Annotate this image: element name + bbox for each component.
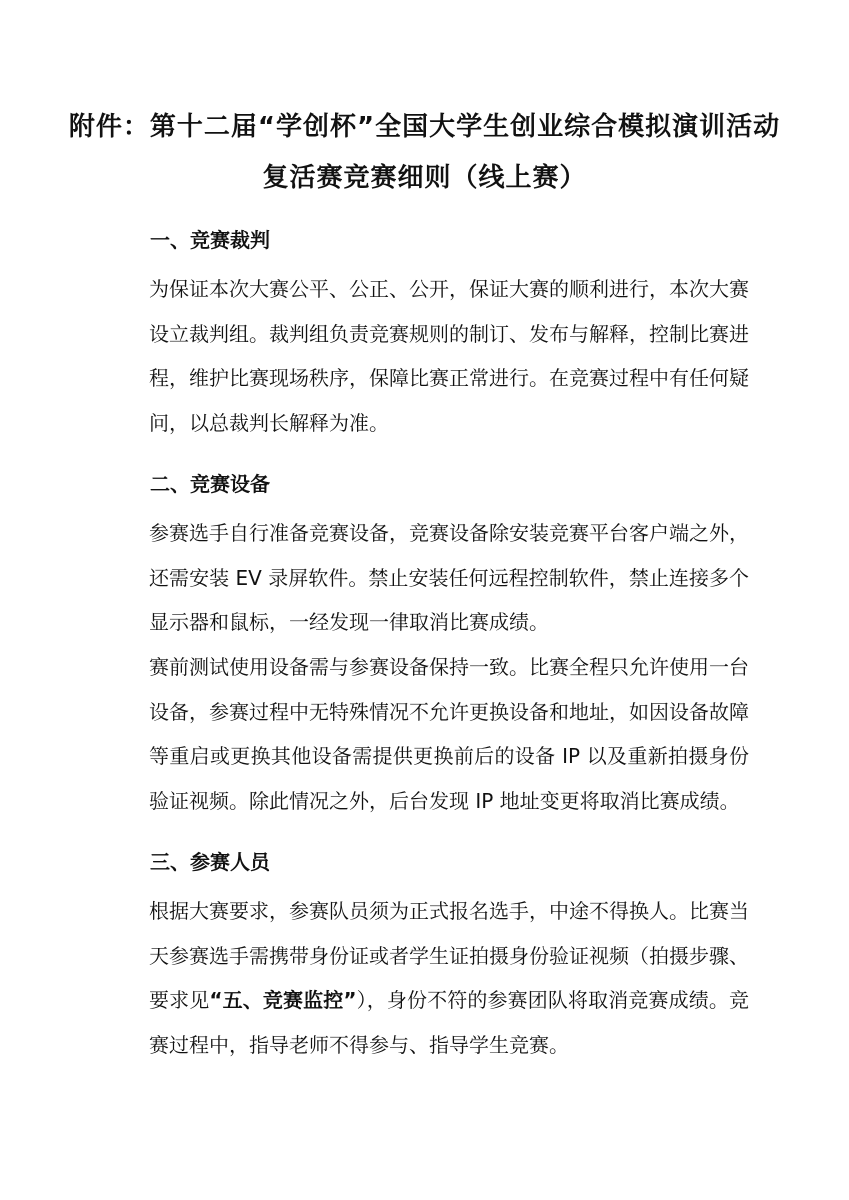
- paragraph-text-part: 根据大赛要求，参赛队员须为正式报名选手，中途不得换人。比赛当天参赛选手需携带身份证或者学生证拍摄身份验证视频（拍摄步骤、要求见: [149, 899, 749, 1012]
- document-title-line-2: 复活赛竞赛细则（线上赛）: [262, 163, 587, 193]
- paragraph-text-part: ），身份不符的参赛团队将取消竞赛成绩。竞赛过程中，指导老师不得参与、指导学生竞赛。: [149, 988, 749, 1057]
- section-heading-participants: 三、参赛人员: [150, 850, 270, 874]
- paragraph-text: [109, 889, 749, 1067]
- section-paragraph-equipment-1: [109, 511, 749, 645]
- section-paragraph-judges: [109, 267, 749, 445]
- document-title-line-1: 附件：第十二届“学创杯”全国大学生创业综合模拟演训活动: [68, 112, 781, 142]
- paragraph-text: 赛前测试使用设备需与参赛设备保持一致。比赛全程只允许使用一台设备，参赛过程中无特殊情况不允许更换设备和地址，如因设备故障等重启或更换其他设备需提供更换前后的设备 IP 以及重新拍摄身份验证视频。除此情况之外，后台发现 IP 地址变更将取消比赛成绩。: [149, 655, 749, 813]
- section-paragraph-participants: [109, 889, 749, 1067]
- paragraph-text: 参赛选手自行准备竞赛设备，竞赛设备除安装竞赛平台客户端之外，还需安装 EV 录屏软件。禁止安装任何远程控制软件，禁止连接多个显示器和鼠标，一经发现一律取消比赛成绩。: [149, 521, 749, 634]
- section-reference-monitoring: “五、竞赛监控”: [209, 988, 357, 1012]
- section-heading-equipment: 二、竞赛设备: [150, 472, 270, 496]
- section-heading-judges: 一、竞赛裁判: [150, 228, 270, 252]
- section-paragraph-equipment-2: [109, 645, 749, 823]
- paragraph-text: 为保证本次大赛公平、公正、公开，保证大赛的顺利进行，本次大赛设立裁判组。裁判组负责竞赛规则的制订、发布与解释，控制比赛进程，维护比赛现场秩序，保障比赛正常进行。在竞赛过程中有任何疑问，以总裁判长解释为准。: [149, 277, 749, 435]
